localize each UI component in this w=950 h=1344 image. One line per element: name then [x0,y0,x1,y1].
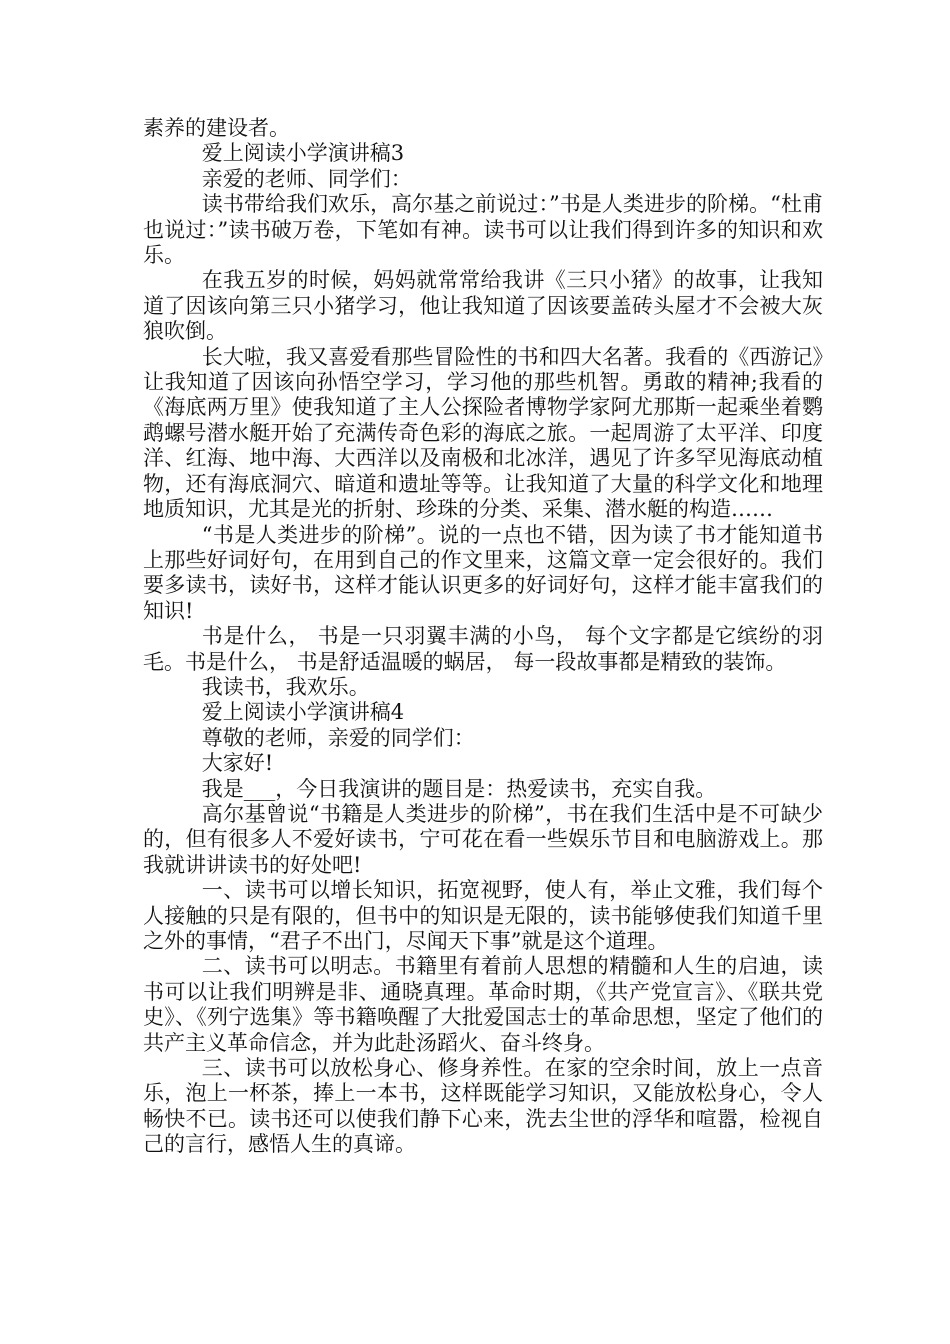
speech-4-paragraph: 二、读书可以明志。书籍里有着前人思想的精髓和人生的启迪，读书可以让我们明辨是非、通晓真理。革命时期，《共产党宣言》、《联共党史》、《列宁选集》等书籍唤醒了大批爱国志士的革命思想，坚定了他们的共产主义革命信念，并为此赴汤蹈火、奋斗终身。 [143,954,823,1055]
speech-3-paragraph: “书是人类进步的阶梯”。说的一点也不错，因为读了书才能知道书上那些好词好句，在用到自己的作文里来，这篇文章一定会很好的。我们要多读书，读好书，这样才能认识更多的好词好句，这样才能丰富我们的知识! [143,522,823,623]
speech-3-paragraph: 书是什么， 书是一只羽翼丰满的小鸟， 每个文字都是它缤纷的羽毛。书是什么， 书是舒适温暖的蜗居， 每一段故事都是精致的装饰。 [143,624,823,674]
paragraph-continuation: 素养的建设者。 [143,116,290,140]
speech-3-paragraph: 读书带给我们欢乐，高尔基之前说过：”书是人类进步的阶梯。“杜甫也说过：”读书破万卷，下笔如有神。读书可以让我们得到许多的知识和欢乐。 [143,192,823,268]
speech-3-title: 爱上阅读小学演讲稿3 [201,141,405,166]
speech-4-hello: 大家好! [201,751,274,776]
speech-4-paragraph: 三、读书可以放松身心、修身养性。在家的空余时间，放上一点音乐，泡上一杯茶，捧上一本书，这样既能学习知识，又能放松身心，令人畅快不已。读书还可以使我们静下心来，洗去尘世的浮华和喧嚣，检视自己的言行，感悟人生的真谛。 [143,1056,823,1157]
speech-4-paragraph: 一、读书可以增长知识，拓宽视野，使人有，举止文雅，我们每个人接触的只是有限的，但书中的知识是无限的，读书能够使我们知道千里之外的事情，“君子不出门，尽闻天下事”就是这个道理。 [143,878,823,953]
speech-3-paragraph: 在我五岁的时候，妈妈就常常给我讲《三只小猪》的故事，让我知道了因该向第三只小猪学习，他让我知道了因该要盖砖头屋才不会被大灰狼吹倒。 [143,268,823,344]
speech-3-closing: 我读书，我欢乐。 [201,674,370,699]
speech-4-greeting: 尊敬的老师，亲爱的同学们： [201,725,475,750]
speech-3-paragraph: 长大啦，我又喜爱看那些冒险性的书和四大名著。我看的《西游记》让我知道了因该向孙悟空学习，学习他的那些机智。勇敢的精神;我看的《海底两万里》使我知道了主人公探险者博物学家阿尤那斯一起乘坐着鹦鹉螺号潜水艇开始了充满传奇色彩的海底之旅。一起周游了太平洋、印度洋、红海、地中海、大西洋以及南极和北冰洋，遇见了许多罕见海底动植物，还有海底洞穴、暗道和遗址等等。让我知道了大量的科学文化和地理地质知识，尤其是光的折射、珍珠的分类、采集、潜水艇的构造…… [143,344,823,522]
speech-4-paragraph: 我是___，今日我演讲的题目是：热爱读书，充实自我。 [201,776,717,801]
speech-4-title: 爱上阅读小学演讲稿4 [201,700,405,725]
speech-3-greeting: 亲爱的老师、同学们： [201,166,412,191]
speech-4-paragraph: 高尔基曾说“书籍是人类进步的阶梯”，书在我们生活中是不可缺少的，但有很多人不爱好读书，宁可花在看一些娱乐节目和电脑游戏上。那我就讲讲读书的好处吧! [143,801,823,877]
document-body [143,116,823,1158]
